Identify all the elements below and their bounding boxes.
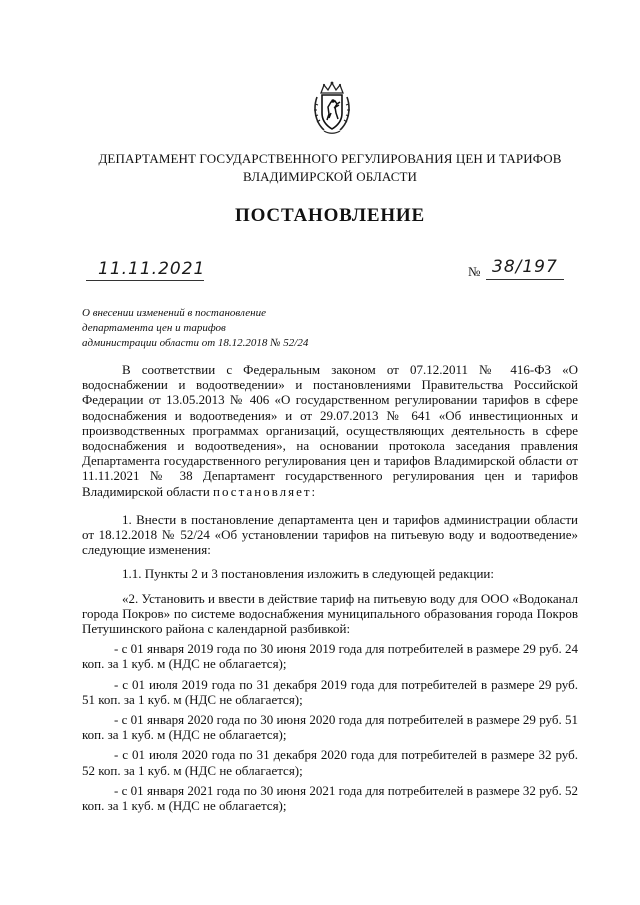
tariff-item: - с 01 января 2019 года по 30 июня 2019 года для потребителей в размере 29 руб. 24 коп. за 1 куб. м (НДС не облагается);	[82, 641, 578, 672]
subject-line: О внесении изменений в постановление	[82, 307, 266, 319]
date-underline	[86, 280, 204, 281]
number-underline	[486, 279, 564, 280]
document-type-title: ПОСТАНОВЛЕНИЕ	[235, 205, 425, 226]
document-date: 11.11.2021	[98, 259, 206, 279]
tariff-item: - с 01 января 2021 года по 30 июня 2021 года для потребителей в размере 32 руб. 52 коп. за 1 куб. м (НДС не облагается);	[82, 782, 578, 814]
tariff-item: - с 01 июля 2020 года по 31 декабря 2020 года для потребителей в размере 32 руб. 52 коп. за 1 куб. м (НДС не облагается);	[82, 747, 578, 778]
tariff-item: - с 01 января 2020 года по 30 июня 2020 года для потребителей в размере 29 руб. 51 коп. за 1 куб. м (НДС не облагается);	[82, 712, 578, 743]
document-number-sign: №	[468, 264, 481, 279]
department-name-line2: ВЛАДИМИРСКОЙ ОБЛАСТИ	[242, 169, 418, 184]
item-1-1-paragraph: 1.1. Пункты 2 и 3 постановления изложить в следующей редакции:	[122, 566, 494, 582]
preamble-paragraph	[82, 362, 578, 499]
vladimir-region-coat-of-arms-icon	[312, 80, 352, 136]
preamble-keyword: постановляет:	[213, 483, 318, 499]
document-body	[82, 362, 578, 813]
item-1-paragraph: 1. Внести в постановление департамента цен и тарифов администрации области от 18.12.2018 № 52/24 «Об установлении тарифов на питьевую воду и водоотведение» следующие изменения:	[82, 511, 578, 558]
subject-line: администрации области от 18.12.2018 № 52/24	[82, 337, 309, 349]
document-number: 38/197	[492, 257, 558, 277]
document-subject	[82, 306, 402, 351]
item-2-paragraph: «2. Установить и ввести в действие тариф на питьевую воду для ООО «Водоканал города Покров» по системе водоснабжения муниципального образования города Покров Петушинского района с календарной разбивкой:	[82, 590, 578, 637]
department-name-line1: ДЕПАРТАМЕНТ ГОСУДАРСТВЕННОГО РЕГУЛИРОВАНИЯ ЦЕН И ТАРИФОВ	[98, 151, 562, 166]
subject-line: департамента цен и тарифов	[82, 322, 226, 334]
tariff-item: - с 01 июля 2019 года по 31 декабря 2019 года для потребителей в размере 29 руб. 51 коп. за 1 куб. м (НДС не облагается);	[82, 676, 578, 707]
preamble-text: В соответствии с Федеральным законом от 07.12.2011 № 416-ФЗ «О водоснабжении и водоотведении» и постановлениями Правительства Российской Федерации от 13.05.2013 № 406 «О государственном регулировании тарифов в сфере водоснабжения и водоотведения» и от 29.07.2013 № 641 «Об инвестиционных и производственных программах организаций, осуществляющих деятельность в сфере водоснабжения и водоотведения», на основании протокола заседания правления Департамента государственного регулирования цен и тарифов Владимирской области от 11.11.2021 № 38 Департамент государственного регулирования цен и тарифов Владимирской области	[82, 362, 578, 499]
